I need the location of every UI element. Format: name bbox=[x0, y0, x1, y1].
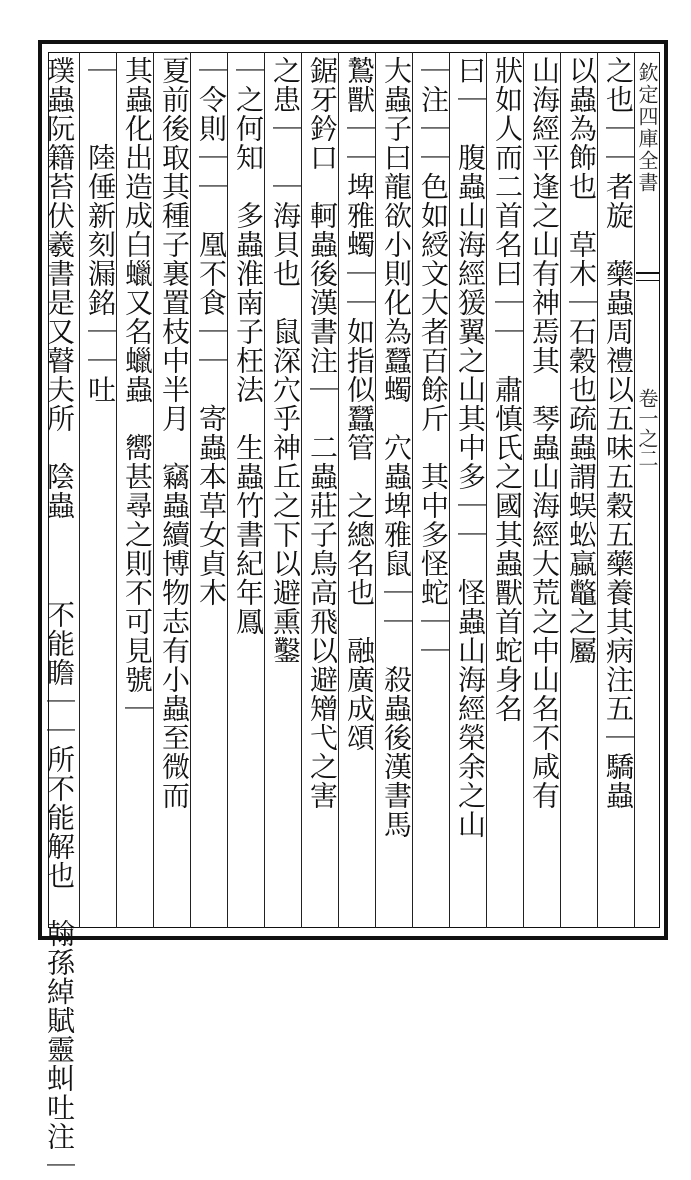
text-column: 之也｜｜者旋 藥蟲周禮以五味五穀五藥養其病注五｜驕蟲 bbox=[602, 56, 635, 810]
margin-book-title: 欽定四庫全書 bbox=[635, 62, 659, 194]
text-column: 大蟲子曰龍欲小則化為蠶蠋 穴蟲埤雅鼠｜｜ 殺蟲後漢書馬 bbox=[380, 56, 413, 839]
text-column: 狀如人而二首名曰｜｜ 肅慎氏之國其蟲獸首蛇身名 bbox=[491, 56, 524, 723]
text-column: 其蟲化出造成白蠟又名蠟蟲 嚮甚尋之則不可見號｜ bbox=[121, 56, 154, 723]
text-column: ｜之何知 多蟲淮南子枉法 生蟲竹書紀年鳳 bbox=[232, 56, 265, 636]
text-column: ｜ 陸倕新刻漏銘｜｜吐 bbox=[84, 56, 117, 404]
text-column: 以蟲為飾也 草木｜石穀也疏蟲謂蜈蚣蠃鼈之屬 bbox=[565, 56, 598, 665]
text-column: ｜令則｜｜ 凰不食｜｜ 寄蟲本草女貞木 bbox=[195, 56, 228, 607]
text-column: 鷙獸｜｜埤雅蠋｜｜如指似蠶管 之總名也 融廣成頌 bbox=[343, 56, 376, 752]
text-column: 璞蟲阮籍苔伏羲書是又瞽夫所 陰蟲 bbox=[43, 56, 76, 520]
text-column: 曰｜ 腹蟲山海經猨翼之山其中多｜｜ 怪蟲山海經榮余之山 bbox=[454, 56, 487, 839]
text-column: 夏前後取其種子裏置枝中半月 竊蟲續博物志有小蟲至微而 bbox=[158, 56, 191, 810]
text-column: 之患｜ ｜海貝也 鼠深穴乎神丘之下以避熏鑿 bbox=[269, 56, 302, 665]
fishtail-mark bbox=[636, 272, 660, 304]
text-column: 鋸牙鈐口 軻蟲後漢書注｜ 二蟲莊子鳥高飛以避矰弋之害 bbox=[306, 56, 339, 810]
text-column: ｜注｜｜色如綬文大者百餘斤 其中多怪蛇｜｜ bbox=[417, 56, 450, 665]
text-column: 不能瞻｜｜所不能解也 翰孫綽賦靈虯吐注｜ bbox=[43, 600, 76, 1180]
text-column: 山海經平逢之山有神焉其 琴蟲山海經大荒之中山名不咸有 bbox=[528, 56, 561, 810]
margin-volume-label: 卷一之二 bbox=[635, 388, 659, 468]
